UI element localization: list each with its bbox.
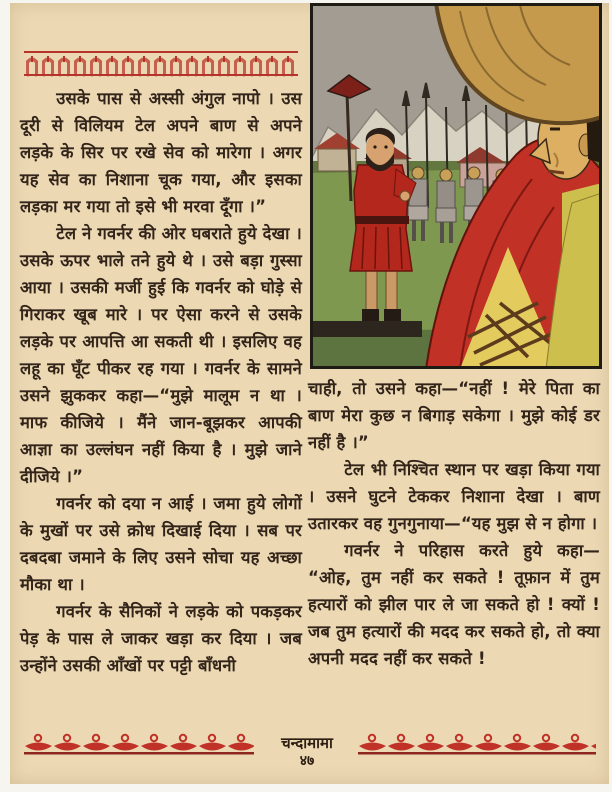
paragraph: गवर्नर को दया न आई । जमा हुये लोगों के मुखों पर उसे क्रोध दिखाई दिया । सब पर दबदबा जमाने के लिए उसने सोचा यह अच्छा मौका था । bbox=[20, 494, 302, 594]
paragraph: गवर्नर के सैनिकों ने लड़के को पकड़कर पेड़ के पास ले जाकर खड़ा कर दिया । जब उन्होंने उसकी आँखों पर पट्टी बाँधनी bbox=[20, 602, 302, 675]
footer-ornament-right bbox=[358, 732, 596, 758]
right-text-column bbox=[308, 375, 600, 672]
left-text-column bbox=[20, 85, 302, 679]
ornament-pattern bbox=[24, 54, 298, 77]
page-number: ४७ bbox=[299, 753, 315, 769]
footer-ornament-left bbox=[24, 732, 254, 758]
foreground-ledge bbox=[310, 321, 422, 337]
story-illustration bbox=[310, 3, 602, 369]
paragraph: टेल ने गवर्नर की ओर घबराते हुये देखा । उसके ऊपर भाले तने हुये थे । उसे बड़ा गुस्सा आया । उसकी मर्जी हुई कि गवर्नर को घोड़े से गिराकर खूब मारे । पर ऐसा करने से उसके लड़के पर आपत्ति आ सकती थी । इसलिए वह लहू का घूँट पीकर रह गया । गवर्नर के सामने उसने झुककर कहा—“मुझे मालूम न था । माफ कीजिये । मैंने जान-बूझकर आपकी आज्ञा का उल्लंघन नहीं किया है । मुझे जाने दीजिये ।” bbox=[20, 224, 302, 486]
paragraph: चाही, तो उसने कहा—“नहीं ! मेरे पिता का बाण मेरा कुछ न बिगाड़ सकेगा । मुझे कोई डर नहीं है ।” bbox=[308, 379, 600, 452]
magazine-page bbox=[10, 3, 609, 784]
ornament-bottom-line bbox=[24, 74, 298, 76]
ornament-top-line bbox=[24, 51, 298, 53]
paragraph: टेल भी निश्चित स्थान पर खड़ा किया गया । उसने घुटने टेककर निशाना देखा । बाण उतारकर वह गुनगुनाया—“यह मुझ से न होगा । bbox=[308, 460, 600, 533]
paragraph: गवर्नर ने परिहास करते हुये कहा— “ओह, तुम नहीं कर सकते ! तूफ़ान में तुम हत्यारों को झील पार ले जा सकते हो ! क्यों ! जब तुम हत्यारों की मदद कर सकते हो, तो क्या अपनी मदद नहीं कर सकते ! bbox=[308, 541, 600, 668]
paragraph: उसके पास से अस्सी अंगुल नापो । उस दूरी से विलियम टेल अपने बाण से अपने लड़के के सिर पर रखे सेव को मारेगा । अगर यह सेव का निशाना चूक गया, और इसका लड़का मर गया तो इसे भी मरवा दूँगा ।” bbox=[20, 89, 302, 216]
top-ornament-border bbox=[24, 51, 298, 81]
magazine-title: चन्दामामा bbox=[281, 734, 333, 752]
